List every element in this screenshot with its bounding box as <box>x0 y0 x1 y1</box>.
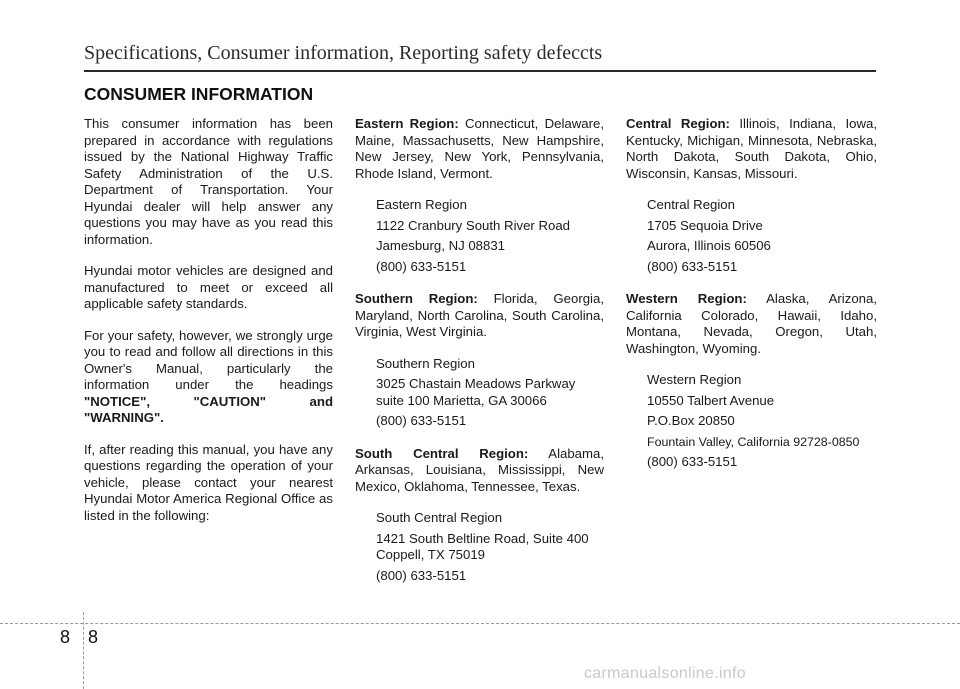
page-number-page: 8 <box>88 627 99 647</box>
address-phone: (800) 633-5151 <box>647 454 738 469</box>
footer-dashed-rule <box>0 623 960 624</box>
address-city: Fountain Valley, California 92728-0850 <box>647 434 860 449</box>
south-central-region-address <box>376 510 604 584</box>
address-phone: (800) 633-5151 <box>376 567 467 583</box>
address-po-box: P.O.Box 20850 <box>647 413 735 428</box>
central-region-states <box>626 116 877 182</box>
address-office: Eastern Region <box>376 197 467 212</box>
central-region-address <box>647 197 877 275</box>
address-street: 1705 Sequoia Drive <box>647 217 763 233</box>
address-street: 3025 Chastain Meadows Parkway <box>376 376 576 391</box>
intro-paragraph-1: This consumer information has been prepared in accordance with regulations issued by the National Highway Traffic Safety Administration of the U.S. Department of Transportation. Your Hyundai dealer will help answer any questions you may have as you read this information. <box>84 116 333 247</box>
address-city: Coppell, TX 75019 <box>376 547 485 562</box>
address-city: suite 100 Marietta, GA 30066 <box>376 392 547 408</box>
page-number-chapter: 8 <box>60 627 71 647</box>
address-office: Western Region <box>647 372 742 387</box>
headings-list: "NOTICE", "CAUTION" and "WARNING". <box>84 393 333 425</box>
intro-paragraph-4: If, after reading this manual, you have any questions regarding the operation of your vehicle, please contact your nearest Hyundai Motor America Regional Office as listed in the following: <box>84 441 333 523</box>
southern-region-states <box>355 291 604 341</box>
address-city: Jamesburg, NJ 08831 <box>376 238 506 253</box>
intro-paragraph-2: Hyundai motor vehicles are designed and manufactured to meet or exceed all applicable safety standards. <box>84 263 333 311</box>
column-intro <box>84 116 333 539</box>
south-central-region-states <box>355 446 604 496</box>
eastern-region-address <box>376 197 604 275</box>
address-street: 1122 Cranbury South River Road <box>376 217 571 233</box>
western-region-address <box>647 372 877 471</box>
address-phone: (800) 633-5151 <box>376 413 467 428</box>
southern-region-address <box>376 356 604 430</box>
western-region-label: Western Region: <box>626 291 747 306</box>
eastern-region-state-list: Connecticut, Delaware, Maine, Massachusetts, New Hampshire, New Jersey, New York, Pennsylvania, Rhode Island, Vermont. <box>355 116 604 181</box>
section-heading: CONSUMER INFORMATION <box>84 84 314 104</box>
header-rule <box>84 70 876 72</box>
watermark: carmanualsonline.info <box>584 665 746 682</box>
south-central-region-label: South Central Region: <box>355 445 529 461</box>
eastern-region-states <box>355 116 604 182</box>
western-region-states <box>626 291 877 357</box>
column-regions-east-south <box>355 116 604 600</box>
address-office: Central Region <box>647 197 735 212</box>
south-central-region-state-list: Alabama, Arkansas, Louisiana, Mississippi, New Mexico, Oklahoma, Tennessee, Texas. <box>355 445 604 494</box>
central-region-label: Central Region: <box>626 116 730 131</box>
western-region-state-list: Alaska, Arizona, California Colorado, Hawaii, Idaho, Montana, Nevada, Oregon, Utah, Washington, Wyoming. <box>626 291 877 356</box>
eastern-region-label: Eastern Region: <box>355 116 459 131</box>
intro-paragraph-3-text: For your safety, however, we strongly urge you to read and follow all directions in this Owner's Manual, particularly the information under the headings <box>84 327 333 392</box>
footer-dashed-divider <box>83 612 84 689</box>
address-office: South Central Region <box>376 510 503 525</box>
intro-paragraph-3 <box>84 328 333 427</box>
southern-region-label: Southern Region: <box>355 291 478 306</box>
address-street: 10550 Talbert Avenue <box>647 392 775 408</box>
address-city: Aurora, Illinois 60506 <box>647 238 771 253</box>
central-region-state-list: Illinois, Indiana, Iowa, Kentucky, Michigan, Minnesota, Nebraska, North Dakota, South Dakota, Ohio, Wisconsin, Kansas, Missouri. <box>626 116 877 181</box>
address-phone: (800) 633-5151 <box>647 258 738 274</box>
address-phone: (800) 633-5151 <box>376 258 467 274</box>
address-street: 1421 South Beltline Road, Suite 400 <box>376 530 589 546</box>
southern-region-state-list: Florida, Georgia, Maryland, North Carolina, South Carolina, Virginia, West Virginia. <box>355 291 604 339</box>
running-header: Specifications, Consumer information, Reporting safety defeccts <box>84 42 603 64</box>
column-regions-central-west <box>626 116 877 487</box>
address-office: Southern Region <box>376 355 475 371</box>
